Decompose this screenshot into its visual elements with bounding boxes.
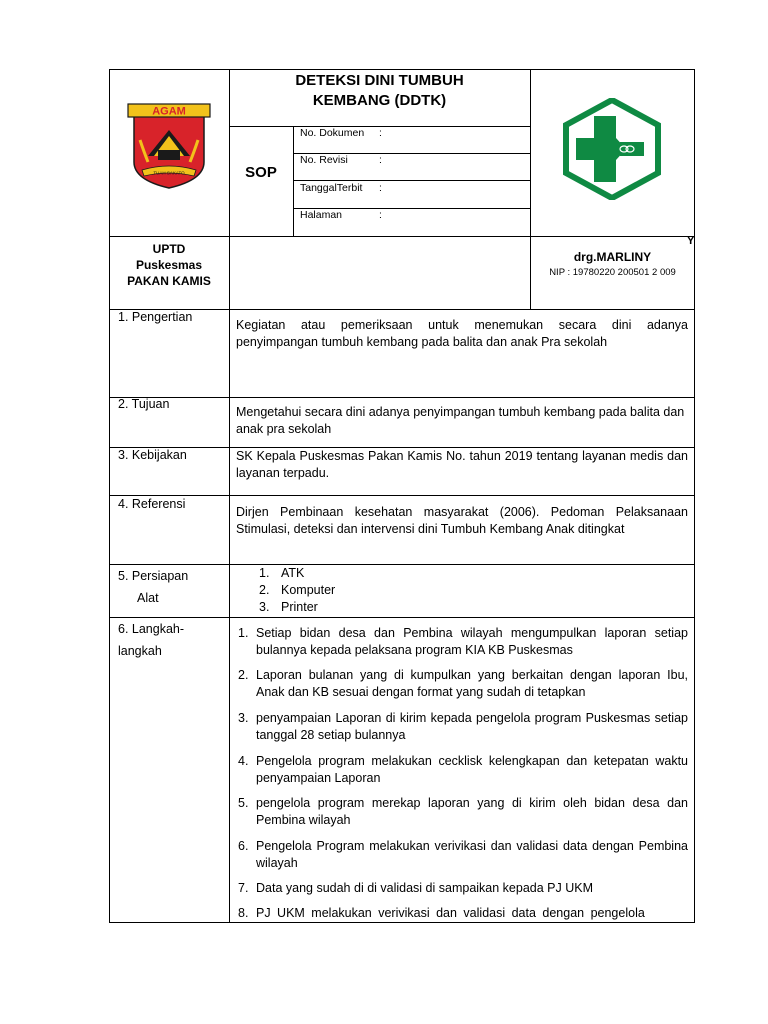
doc-field-no-revisi — [300, 154, 528, 166]
org-line-uptd: UPTD — [152, 242, 186, 256]
list-item — [238, 710, 688, 746]
persiapan-label — [118, 565, 188, 609]
persiapan-label-line-1: 5. Persiapan — [118, 569, 189, 583]
doc-field-no-dokumen — [300, 127, 528, 139]
org-name — [109, 241, 229, 289]
doc-field-sep: : — [379, 182, 382, 194]
tujuan-text: Mengetahui secara dini adanya penyimpangan tumbuh kembang pada balita dan anak pra sekolah — [236, 405, 685, 436]
list-item — [259, 599, 459, 616]
sign-mark: Y — [687, 235, 695, 247]
list-item-text: Data yang sudah di di validasi di sampaikan kepada PJ UKM — [256, 881, 593, 895]
title-line-2: KEMBANG (DDTK) — [312, 92, 447, 109]
sop-label: SOP — [245, 164, 277, 181]
langkah-label — [118, 618, 184, 662]
doc-field-sep: : — [379, 154, 382, 166]
list-item-text: ATK — [281, 566, 305, 580]
list-item-text: Pengelola program melakukan cecklisk kelengkapan dan ketepatan waktu penyampaian Laporan — [256, 754, 688, 785]
agam-logo — [126, 100, 212, 190]
list-item — [238, 795, 688, 831]
list-item-num: 2. — [238, 668, 249, 682]
list-item-text: pengelola program merekap laporan yang di kirim oleh bidan desa dan Pembina wilayah — [256, 796, 688, 827]
langkah-label-line-1: 6. Langkah- — [118, 622, 185, 636]
referensi-label: 4. Referensi — [118, 497, 186, 511]
list-item-num: 5. — [238, 796, 249, 810]
org-line-pakan-kamis: PAKAN KAMIS — [127, 274, 211, 288]
pengertian-text: Kegiatan atau pemeriksaan untuk menemukan secara dini adanya penyimpangan tumbuh kembang pada balita dan anak Pra sekolah — [236, 318, 688, 349]
list-item-text: PJ UKM melakukan verivikasi dan validasi data dengan pengelola — [256, 906, 645, 920]
pengertian-label: 1. Pengertian — [118, 310, 193, 324]
list-item-num: 1. — [259, 566, 270, 580]
langkah-label-line-2: langkah — [118, 644, 162, 658]
list-item-text: Printer — [281, 600, 318, 614]
doc-field-halaman — [300, 209, 528, 221]
list-item-text: Pengelola Program melakukan verivikasi dan validasi data dengan Pembina wilayah — [256, 839, 688, 870]
list-item — [238, 753, 688, 789]
list-item-num: 7. — [238, 881, 249, 895]
list-item — [238, 905, 688, 922]
doc-field-label: No. Revisi — [300, 154, 348, 166]
kebijakan-text: SK Kepala Puskesmas Pakan Kamis No. tahun 2019 tentang layanan medis dan layanan terpadu. — [236, 449, 688, 480]
agam-crest-icon — [126, 100, 212, 190]
list-item — [238, 880, 688, 898]
doc-field-sep: : — [379, 127, 382, 139]
doc-field-sep: : — [379, 209, 382, 221]
doc-field-label: No. Dokumen — [300, 127, 365, 139]
tujuan-label: 2. Tujuan — [118, 397, 170, 411]
list-item — [238, 667, 688, 703]
signer-name: drg.MARLINY — [573, 250, 652, 264]
list-item — [238, 625, 688, 661]
list-item-num: 4. — [238, 754, 249, 768]
doc-field-label: Halaman — [300, 209, 343, 221]
list-item — [259, 565, 459, 582]
list-item-text: penyampaian Laporan di kirim kepada pengelola program Puskesmas setiap tanggal 28 setiap bulannya — [256, 711, 688, 742]
puskesmas-logo — [562, 98, 662, 200]
list-item-num: 6. — [238, 839, 249, 853]
org-line-puskesmas: Puskesmas — [135, 258, 203, 272]
list-item-num: 8. — [238, 906, 249, 920]
list-item — [238, 838, 688, 874]
list-item-text: Laporan bulanan yang di kumpulkan yang berkaitan dengan laporan Ibu, Anak dan KB sesuai dengan format yang sudah di tetapkan — [256, 668, 688, 699]
page-title — [229, 71, 530, 111]
logo-text: AGAM — [152, 105, 186, 118]
persiapan-label-line-2: Alat — [137, 591, 159, 605]
list-item-num: 1. — [238, 626, 249, 640]
title-line-1: DETEKSI DINI TUMBUH — [295, 72, 464, 89]
doc-field-label: TanggalTerbit — [300, 182, 363, 194]
list-item-text: Setiap bidan desa dan Pembina wilayah mengumpulkan laporan setiap bulannya kepada pelaksana program KIA KB Puskesmas — [256, 626, 688, 657]
kebijakan-label: 3. Kebijakan — [118, 448, 187, 462]
list-item-text: Komputer — [281, 583, 336, 597]
signer-nip: NIP : 19780220 200501 2 009 — [549, 267, 676, 278]
doc-field-tanggal-terbit — [300, 182, 528, 194]
list-item — [259, 582, 459, 599]
logo-motto: TUAH SAKATO — [153, 170, 185, 176]
list-item-num: 3. — [238, 711, 249, 725]
list-item-num: 2. — [259, 583, 270, 597]
persiapan-list — [259, 565, 459, 616]
puskesmas-cross-icon — [562, 98, 662, 200]
referensi-text: Dirjen Pembinaan kesehatan masyarakat (2006). Pedoman Pelaksanaan Stimulasi, deteksi dan intervensi dini Tumbuh Kembang Anak ditingkat — [236, 505, 688, 536]
list-item-num: 3. — [259, 600, 270, 614]
